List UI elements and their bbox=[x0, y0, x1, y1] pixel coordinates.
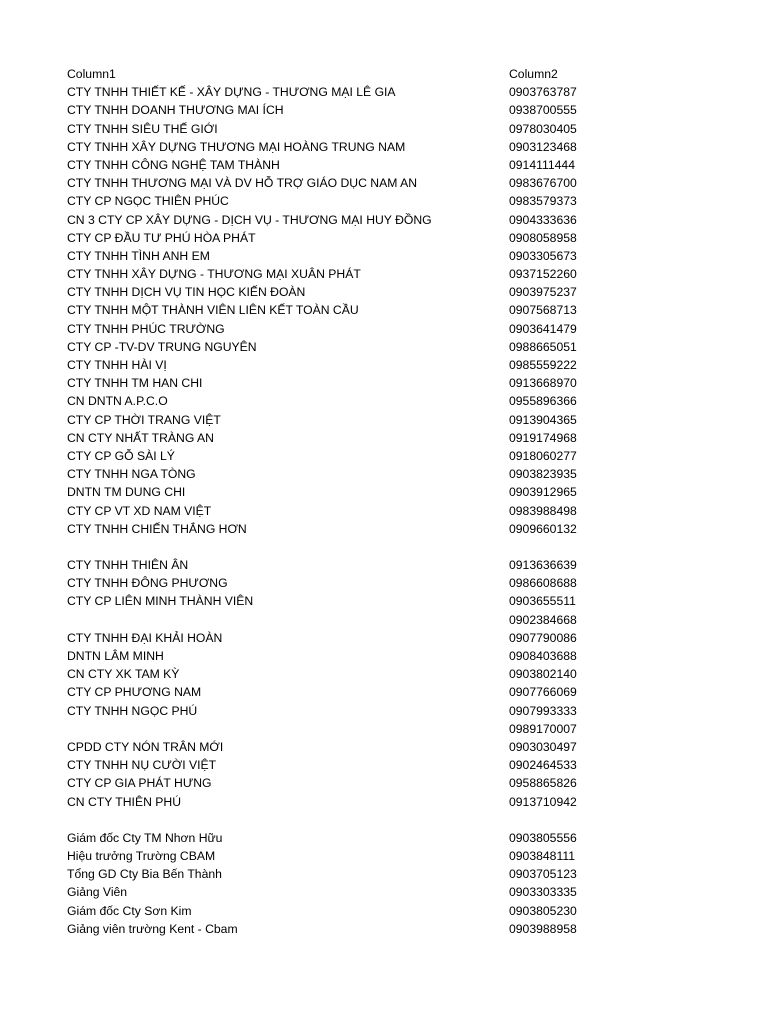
phone-number-cell[interactable]: 0913904365 bbox=[509, 412, 577, 427]
table-row bbox=[67, 683, 727, 701]
company-name-cell[interactable]: CTY TNHH TM HAN CHI bbox=[67, 376, 203, 391]
company-name-cell[interactable]: CTY TNHH PHÚC TRƯỜNG bbox=[67, 321, 225, 336]
table-row bbox=[67, 592, 727, 610]
table-row bbox=[67, 465, 727, 483]
company-name-cell[interactable]: CN CTY XK TAM KỲ bbox=[67, 667, 180, 682]
company-name-cell[interactable]: Giám đốc Cty Sơn Kim bbox=[67, 903, 192, 918]
table-row bbox=[67, 574, 727, 592]
table-row bbox=[67, 174, 727, 192]
phone-number-cell[interactable]: 0908058958 bbox=[509, 230, 577, 245]
table-row bbox=[67, 283, 727, 301]
table-row bbox=[67, 247, 727, 265]
table-row bbox=[67, 720, 727, 738]
table-row bbox=[67, 847, 727, 865]
table-row bbox=[67, 520, 727, 538]
phone-number-cell[interactable]: 0902464533 bbox=[509, 758, 577, 773]
spreadsheet-table bbox=[67, 65, 727, 938]
phone-number-cell[interactable]: 0907766069 bbox=[509, 685, 577, 700]
phone-number-cell[interactable]: 0907790086 bbox=[509, 630, 577, 645]
table-row bbox=[67, 738, 727, 756]
company-name-cell[interactable]: CTY CP GỖ SÀI LÝ bbox=[67, 448, 175, 463]
phone-number-cell[interactable]: 0985559222 bbox=[509, 358, 577, 372]
company-name-cell[interactable]: Giảng viên trường Kent - Cbam bbox=[67, 921, 238, 936]
phone-number-cell[interactable]: 0908403688 bbox=[509, 649, 577, 663]
table-row bbox=[67, 556, 727, 574]
phone-number-cell[interactable]: 0938700555 bbox=[509, 103, 577, 118]
phone-number-cell[interactable]: 0983676700 bbox=[509, 176, 577, 191]
company-name-cell[interactable]: CTY TNHH HÀI VỊ bbox=[67, 358, 167, 372]
company-name-cell[interactable]: CN CTY NHẤT TRÀNG AN bbox=[67, 430, 214, 445]
company-name-cell[interactable]: DNTN TM DUNG CHI bbox=[67, 485, 186, 500]
table-row bbox=[67, 265, 727, 283]
phone-number-cell[interactable]: 0904333636 bbox=[509, 212, 577, 227]
table-row bbox=[67, 774, 727, 792]
table-row bbox=[67, 793, 727, 811]
phone-number-cell[interactable]: 0983579373 bbox=[509, 194, 577, 209]
company-name-cell[interactable]: CTY TNHH DỊCH VỤ TIN HỌC KIẾN ĐOÀN bbox=[67, 285, 306, 300]
phone-number-cell[interactable]: 0913710942 bbox=[509, 794, 577, 809]
company-name-cell[interactable]: CTY TNHH CÔNG NGHỆ TAM THÀNH bbox=[67, 157, 280, 172]
phone-number-cell[interactable]: 0978030405 bbox=[509, 121, 577, 136]
company-name-cell[interactable]: CTY CP ĐẦU TƯ PHÚ HÒA PHÁT bbox=[67, 230, 256, 245]
company-name-cell[interactable]: CTY TNHH TÌNH ANH EM bbox=[67, 248, 210, 263]
phone-number-cell[interactable]: 0903641479 bbox=[509, 321, 577, 336]
table-row bbox=[67, 611, 727, 629]
table-row bbox=[67, 429, 727, 447]
table-row bbox=[67, 356, 727, 374]
phone-number-cell[interactable]: 0903305673 bbox=[509, 248, 577, 263]
column2-header[interactable]: Column2 bbox=[509, 67, 558, 81]
table-row bbox=[67, 702, 727, 720]
company-name-cell[interactable]: CTY TNHH ĐÔNG PHƯƠNG bbox=[67, 576, 228, 591]
phone-number-cell[interactable]: 0913668970 bbox=[509, 376, 577, 391]
company-name-cell[interactable]: CTY TNHH THƯƠNG MẠI VÀ DV HỖ TRỢ GIÁO DỤC NAM AN bbox=[67, 176, 418, 191]
phone-number-cell[interactable]: 0903655511 bbox=[509, 594, 576, 609]
phone-number-cell[interactable]: 0955896366 bbox=[509, 394, 577, 409]
phone-number-cell[interactable]: 0909660132 bbox=[509, 521, 577, 536]
company-name-cell[interactable]: Giám đốc Cty TM Nhơn Hữu bbox=[67, 830, 223, 845]
phone-number-cell[interactable]: 0907993333 bbox=[509, 703, 577, 718]
phone-number-cell[interactable]: 0983988498 bbox=[509, 503, 577, 518]
phone-number-cell[interactable]: 0958865826 bbox=[509, 776, 577, 791]
table-row bbox=[67, 883, 727, 901]
phone-number-cell[interactable]: 0913636639 bbox=[509, 558, 577, 573]
phone-number-cell[interactable]: 0919174968 bbox=[509, 430, 577, 445]
company-name-cell[interactable]: CTY TNHH SIÊU THẾ GIỚI bbox=[67, 121, 218, 136]
phone-number-cell[interactable]: 0902384668 bbox=[509, 612, 577, 627]
table-row bbox=[67, 902, 727, 920]
phone-number-cell[interactable]: 0903030497 bbox=[509, 739, 577, 754]
phone-number-cell[interactable]: 0989170007 bbox=[509, 721, 577, 736]
company-name-cell[interactable]: CTY CP THỜI TRANG VIỆT bbox=[67, 412, 221, 427]
column1-header[interactable]: Column1 bbox=[67, 67, 116, 81]
company-name-cell[interactable]: CTY TNHH NỤ CƯỜI VIỆT bbox=[67, 758, 217, 773]
phone-number-cell[interactable]: 0903805556 bbox=[509, 830, 577, 845]
company-name-cell[interactable]: CTY TNHH THIẾT KẾ - XÂY DỰNG - THƯƠNG MẠI LÊ GIA bbox=[67, 85, 396, 100]
company-name-cell[interactable]: CTY CP -TV-DV TRUNG NGUYÊN bbox=[67, 339, 257, 354]
company-name-cell[interactable]: CTY TNHH XÂY DỰNG THƯƠNG MẠI HOÀNG TRUNG NAM bbox=[67, 139, 406, 154]
company-name-cell[interactable]: Hiệu trưởng Trường CBAM bbox=[67, 849, 216, 864]
company-name-cell[interactable]: CTY TNHH CHIẾN THẮNG HƠN bbox=[67, 521, 247, 536]
phone-number-cell[interactable]: 0903802140 bbox=[509, 667, 577, 682]
table-row bbox=[67, 138, 727, 156]
table-row bbox=[67, 301, 727, 319]
phone-number-cell[interactable]: 0988665051 bbox=[509, 339, 577, 354]
phone-number-cell[interactable]: 0986608688 bbox=[509, 576, 577, 591]
phone-number-cell[interactable]: 0903848111 bbox=[509, 849, 575, 864]
company-name-cell[interactable]: CTY CP GIA PHÁT HƯNG bbox=[67, 776, 212, 791]
table-row bbox=[67, 83, 727, 101]
table-row bbox=[67, 192, 727, 210]
table-row bbox=[67, 338, 727, 356]
table-row bbox=[67, 865, 727, 883]
phone-number-cell[interactable]: 0903988958 bbox=[509, 921, 577, 936]
company-name-cell[interactable]: CTY CP LIÊN MINH THÀNH VIÊN bbox=[67, 594, 254, 609]
table-row bbox=[67, 374, 727, 392]
company-name-cell[interactable]: CTY TNHH ĐẠI KHẢI HOÀN bbox=[67, 630, 223, 645]
phone-number-cell[interactable]: 0903805230 bbox=[509, 903, 577, 918]
table-row bbox=[67, 229, 727, 247]
phone-number-cell[interactable]: 0903975237 bbox=[509, 285, 577, 300]
phone-number-cell[interactable]: 0903705123 bbox=[509, 867, 577, 882]
phone-number-cell[interactable]: 0914111444 bbox=[509, 157, 575, 172]
header-row bbox=[67, 65, 727, 83]
table-row bbox=[67, 811, 727, 829]
table-row bbox=[67, 447, 727, 465]
table-row bbox=[67, 392, 727, 410]
table-row bbox=[67, 829, 727, 847]
phone-number-cell[interactable]: 0903123468 bbox=[509, 139, 577, 154]
phone-number-cell[interactable]: 0903912965 bbox=[509, 485, 577, 500]
company-name-cell[interactable]: CTY CP VT XD NAM VIỆT bbox=[67, 503, 212, 518]
company-name-cell[interactable]: CTY TNHH XÂY DỰNG - THƯƠNG MẠI XUÂN PHÁT bbox=[67, 267, 361, 282]
table-row bbox=[67, 120, 727, 138]
table-row bbox=[67, 756, 727, 774]
company-name-cell[interactable]: CTY TNHH NGỌC PHÚ bbox=[67, 703, 198, 718]
phone-number-cell[interactable]: 0918060277 bbox=[509, 448, 577, 463]
company-name-cell[interactable]: CN DNTN A.P.C.O bbox=[67, 394, 168, 409]
company-name-cell[interactable]: CTY TNHH NGA TÒNG bbox=[67, 467, 196, 482]
phone-number-cell[interactable]: 0903823935 bbox=[509, 467, 577, 482]
company-name-cell[interactable]: CTY TNHH MỘT THÀNH VIÊN LIÊN KẾT TOÀN CẦU bbox=[67, 303, 359, 318]
table-row bbox=[67, 156, 727, 174]
table-body bbox=[67, 83, 727, 938]
company-name-cell[interactable]: DNTN LÂM MINH bbox=[67, 649, 164, 663]
phone-number-cell[interactable]: 0903303335 bbox=[509, 885, 577, 900]
company-name-cell[interactable]: CTY CP PHƯƠNG NAM bbox=[67, 685, 202, 700]
company-name-cell[interactable]: Tổng GD Cty Bia Bến Thành bbox=[67, 867, 222, 882]
company-name-cell[interactable]: Giảng Viên bbox=[67, 885, 128, 900]
table-row bbox=[67, 920, 727, 938]
company-name-cell[interactable]: CN 3 CTY CP XÂY DỰNG - DỊCH VỤ - THƯƠNG MẠI HUY ĐỒNG bbox=[67, 212, 432, 227]
phone-number-cell[interactable]: 0937152260 bbox=[509, 267, 577, 282]
table-row bbox=[67, 483, 727, 501]
table-row bbox=[67, 320, 727, 338]
table-row bbox=[67, 665, 727, 683]
company-name-cell[interactable]: CTY TNHH THIÊN ÂN bbox=[67, 558, 189, 573]
table-row bbox=[67, 538, 727, 556]
table-row bbox=[67, 211, 727, 229]
table-row bbox=[67, 502, 727, 520]
table-row bbox=[67, 647, 727, 665]
phone-number-cell[interactable]: 0907568713 bbox=[509, 303, 577, 318]
table-row bbox=[67, 629, 727, 647]
company-name-cell[interactable]: CN CTY THIÊN PHÚ bbox=[67, 794, 181, 809]
company-name-cell[interactable]: CTY CP NGỌC THIÊN PHÚC bbox=[67, 194, 229, 209]
table-row bbox=[67, 101, 727, 119]
company-name-cell[interactable]: CTY TNHH DOANH THƯƠNG MAI ÍCH bbox=[67, 103, 284, 118]
company-name-cell[interactable]: CPDD CTY NÓN TRÂN MỚI bbox=[67, 739, 224, 754]
table-row bbox=[67, 411, 727, 429]
phone-number-cell[interactable]: 0903763787 bbox=[509, 85, 577, 100]
